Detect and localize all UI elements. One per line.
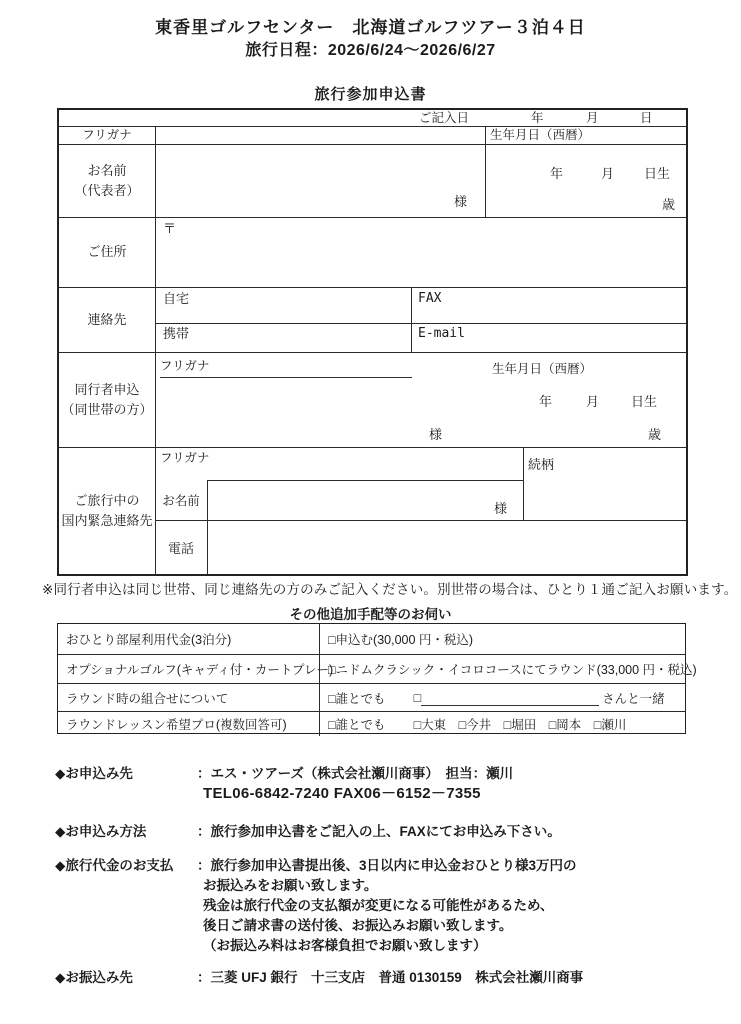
companion-birth-month: 月: [586, 394, 600, 409]
option-label: ラウンドレッスン希望プロ(複数回答可): [58, 712, 320, 736]
companion-note: ※同行者申込は同じ世帯、同じ連絡先の方のみご記入ください。別世帯の場合は、ひとり１通ご記入お願います。: [42, 582, 738, 597]
relation-label: 続柄: [528, 457, 555, 472]
apply-to-block: [55, 764, 513, 804]
email-label: E-mail: [418, 326, 465, 341]
payment-label: ◆旅行代金のお支払: [55, 858, 174, 873]
payment-content: [197, 856, 577, 956]
tel-fax-line: TEL06-6842-7240 FAX06－6152－7355: [203, 785, 481, 802]
table-row: [58, 711, 685, 736]
option-value: [320, 624, 685, 654]
birth-month: 月: [601, 166, 615, 181]
table-line: [411, 287, 412, 352]
apply-method-block: [55, 822, 561, 842]
table-line: [207, 480, 523, 481]
companion-birth-day: 日生: [631, 394, 658, 409]
emergency-honorific-sama: 様: [494, 501, 508, 516]
payment-block: [55, 856, 577, 956]
apply-method-label: ◆お申込み方法: [55, 824, 147, 839]
birthdate-label: 生年月日（西暦）: [490, 128, 591, 142]
table-row: [58, 654, 697, 683]
companion-furigana-label: フリガナ: [160, 360, 412, 378]
trip-schedule: 旅行日程：2026/6/24～2026/6/27: [245, 42, 496, 59]
honorific-sama: 様: [454, 194, 468, 209]
emergency-contact-label: ご旅行中の 国内緊急連絡先: [61, 493, 153, 528]
companion-age-label: 歳: [648, 427, 662, 442]
companion-honorific-sama: 様: [429, 427, 443, 442]
option-value: [320, 655, 697, 683]
option-label: おひとり部屋利用代金(3泊分): [58, 624, 320, 654]
table-line: [155, 323, 686, 324]
checkbox-anyone: □誰とでも: [328, 718, 386, 732]
emergency-name-label: お名前: [162, 494, 200, 508]
checkbox-with-person: □: [413, 690, 422, 705]
table-line: [155, 520, 686, 521]
application-table: [57, 108, 688, 576]
table-line: [207, 480, 208, 574]
address-label: ご住所: [87, 244, 127, 260]
option-label: ラウンド時の組合せについて: [58, 684, 320, 711]
option-label: オプショナルゴルフ(キャディ付・カートプレー): [58, 655, 320, 683]
page-title: 東香里ゴルフセンター 北海道ゴルフツアー３泊４日: [155, 18, 586, 37]
companion-birthdate-label: 生年月日（西暦）: [492, 362, 593, 376]
options-table: [57, 623, 697, 734]
options-heading: その他追加手配等のお伺い: [289, 607, 452, 622]
mobile-phone-label: 携帯: [163, 326, 190, 341]
entry-date-label: ご記入日: [419, 111, 470, 125]
option-value: [320, 712, 685, 736]
payment-line: （お振込み料はお客様負担でお願い致します）: [203, 938, 487, 953]
table-row: [58, 624, 685, 654]
fax-label: FAX: [418, 291, 442, 306]
companion-label: 同行者申込 （同世帯の方）: [61, 382, 153, 417]
form-title: 旅行参加申込書: [314, 86, 427, 103]
contact-label: 連絡先: [87, 311, 127, 327]
emergency-furigana-label: フリガナ: [160, 451, 210, 465]
furigana-label: フリガナ: [82, 127, 132, 142]
option-value: [320, 684, 685, 711]
checkbox-option: □ニドムクラシック・イコロコースにてラウンド(33,000 円・税込): [328, 663, 697, 677]
checkbox-pro-list: □大東 □今井 □堀田 □岡本 □瀬川: [413, 718, 627, 732]
bank-content: ：三菱 UFJ 銀行 十三支店 普通 0130159 株式会社瀬川商事: [197, 970, 584, 985]
table-line: [523, 447, 524, 520]
fill-in-line: [421, 690, 599, 706]
payment-line: ：旅行参加申込書提出後、3日以内に申込金おひとり様3万円の: [197, 858, 577, 873]
emergency-phone-label: 電話: [167, 540, 194, 556]
table-line: [485, 126, 486, 217]
apply-to-content: [197, 764, 513, 804]
apply-method-content: ：旅行参加申込書をご記入の上、FAXにてお申込み下さい。: [197, 824, 561, 839]
checkbox-anyone: □誰とでも: [328, 691, 386, 706]
postal-mark: 〒: [163, 221, 177, 236]
bank-label: ◆お振込み先: [55, 970, 133, 985]
entry-date-year: 年: [531, 111, 544, 125]
bank-block: [55, 968, 583, 988]
payment-line: 残金は旅行代金の支払額が変更になる可能性があるため、: [203, 898, 554, 913]
age-label: 歳: [662, 197, 676, 212]
apply-to-line: ：エス・ツアーズ（株式会社瀬川商事） 担当：瀬川: [197, 766, 514, 781]
apply-to-label: ◆お申込み先: [55, 766, 133, 781]
birth-day: 日生: [644, 166, 671, 181]
checkbox-option: □申込む(30,000 円・税込): [328, 633, 474, 647]
companion-birth-year: 年: [539, 394, 553, 409]
birth-year: 年: [550, 166, 564, 181]
home-phone-label: 自宅: [163, 291, 190, 306]
name-label: お名前 （代表者）: [74, 163, 140, 198]
entry-date-day: 日: [640, 111, 653, 125]
payment-line: お振込みをお願い致します。: [203, 878, 378, 893]
table-row: [58, 683, 685, 711]
entry-date-month: 月: [586, 111, 599, 125]
with-person-suffix: さんと一緒: [602, 691, 665, 706]
payment-line: 後日ご請求書の送付後、お振込みお願い致します。: [203, 918, 513, 933]
